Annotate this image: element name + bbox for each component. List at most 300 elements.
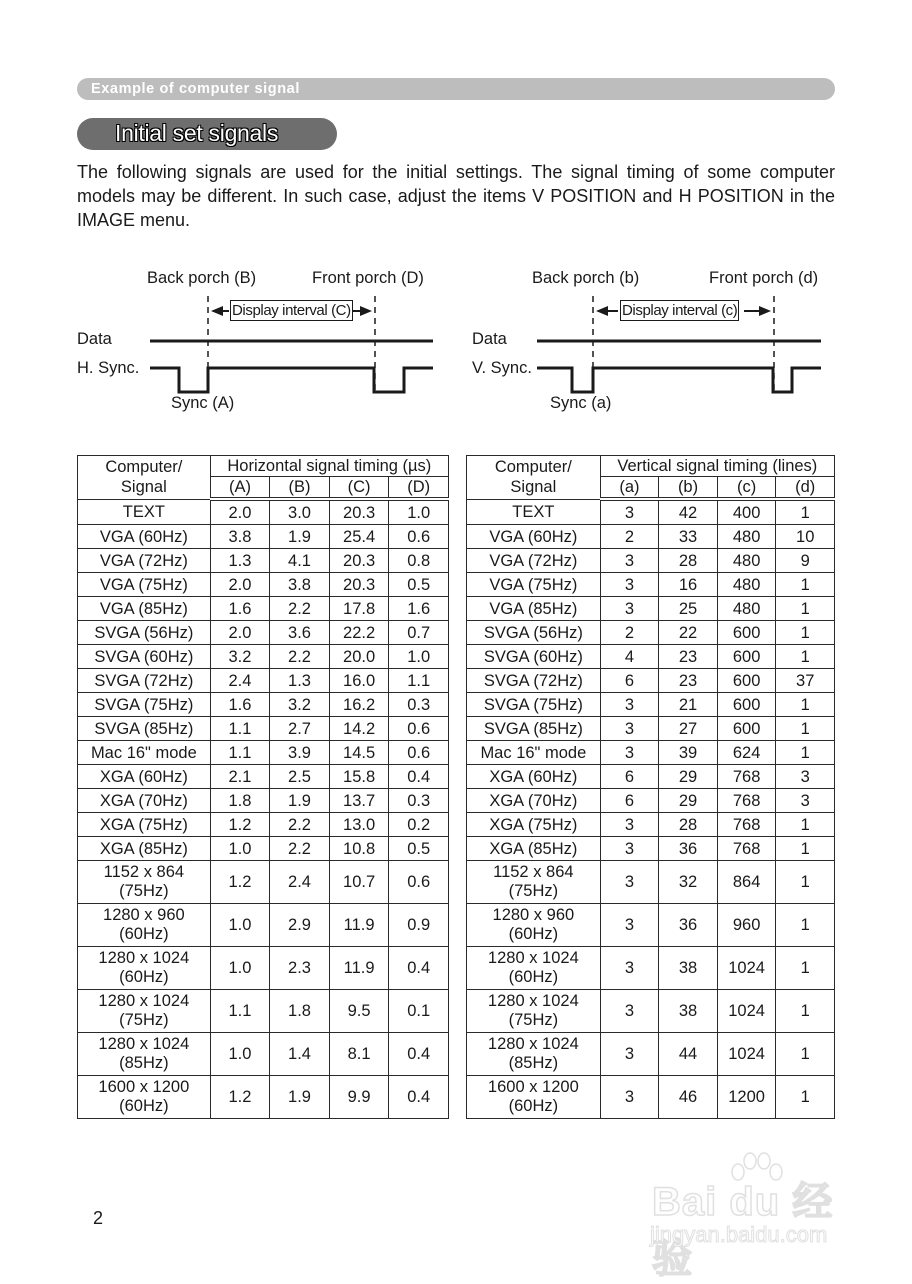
table-row [467,573,835,597]
table-row [467,861,835,904]
signal-name: SVGA (75Hz) [483,695,583,714]
signal-name-cell [78,904,211,947]
timing-value-cell: 6 [600,669,659,693]
vertical-timing-table [466,455,835,1119]
timing-value-cell: 14.5 [329,741,389,765]
h-sync-label: H. Sync. [77,359,140,377]
timing-value-cell: 0.5 [389,573,449,597]
timing-value-cell: 1.6 [210,693,270,717]
timing-value-cell: 2.4 [270,861,330,904]
table-row [467,1076,835,1119]
table-row [467,947,835,990]
timing-value-cell: 25 [659,597,718,621]
table-row [78,669,449,693]
timing-value-cell: 0.8 [389,549,449,573]
table-row [467,499,835,525]
table-row [78,717,449,741]
table-row [467,645,835,669]
signal-name-cell [467,1033,601,1076]
timing-value-cell: 23 [659,669,718,693]
timing-value-cell: 600 [717,621,776,645]
timing-value-cell: 1 [776,573,835,597]
signal-name: XGA (75Hz) [489,815,578,834]
timing-value-cell: 3 [776,789,835,813]
timing-value-cell: 0.6 [389,525,449,549]
timing-value-cell: 3 [600,597,659,621]
signal-rate: (60Hz) [508,968,559,986]
timing-value-cell: 23 [659,645,718,669]
column-header: (A) [210,477,270,500]
signal-name: TEXT [122,502,165,521]
table-row [78,947,449,990]
timing-value-cell: 3 [600,573,659,597]
column-header: (B) [270,477,330,500]
timing-value-cell: 20.3 [329,549,389,573]
signal-name: 1280 x 960 [103,906,185,924]
column-header: (c) [717,477,776,500]
display-interval-label: Display interval (C) [232,302,351,319]
table-row [78,597,449,621]
sync-pulse-label: Sync (A) [171,394,235,412]
timing-value-cell: 1024 [717,990,776,1033]
timing-value-cell: 8.1 [329,1033,389,1076]
timing-value-cell: 1.1 [210,717,270,741]
timing-value-cell: 2.2 [270,813,330,837]
signal-rate: (60Hz) [119,1097,169,1115]
timing-value-cell: 0.6 [389,861,449,904]
timing-value-cell: 1.9 [270,1076,330,1119]
signal-rate: (75Hz) [119,882,169,900]
timing-value-cell: 1200 [717,1076,776,1119]
signal-name-cell [78,861,211,904]
table-row [78,499,449,525]
corner-header [78,456,211,500]
signal-name: VGA (85Hz) [99,599,188,618]
timing-value-cell: 1 [776,904,835,947]
timing-value-cell: 0.6 [389,741,449,765]
timing-value-cell: 3 [600,837,659,861]
signal-name-cell [467,525,601,549]
timing-value-cell: 480 [717,573,776,597]
table-row [467,549,835,573]
signal-name: 1600 x 1200 [487,1078,579,1096]
signal-name: 1280 x 960 [492,906,575,924]
timing-value-cell: 2.0 [210,499,270,525]
back-porch-label: Back porch (B) [147,269,257,287]
table-row [467,765,835,789]
timing-value-cell: 1.3 [270,669,330,693]
timing-value-cell: 3 [600,861,659,904]
column-header: (C) [329,477,389,500]
signal-name-cell [78,669,211,693]
signal-name: SVGA (60Hz) [483,647,583,666]
signal-name: XGA (70Hz) [489,791,578,810]
timing-value-cell: 1.1 [210,741,270,765]
timing-value-cell: 1.2 [210,1076,270,1119]
timing-value-cell: 3 [600,693,659,717]
display-interval-label: Display interval (c) [622,302,738,319]
timing-value-cell: 0.1 [389,990,449,1033]
table-body [467,499,835,1119]
signal-name: 1280 x 1024 [98,1035,190,1053]
signal-name: Mac 16" mode [90,743,197,762]
timing-value-cell: 46 [659,1076,718,1119]
timing-value-cell: 2.5 [270,765,330,789]
timing-value-cell: 3 [600,813,659,837]
timing-value-cell: 1.8 [270,990,330,1033]
signal-name: VGA (60Hz) [99,527,188,546]
corner-header [467,456,601,500]
timing-value-cell: 37 [776,669,835,693]
table-row [467,741,835,765]
horizontal-timing-diagram [77,262,477,422]
signal-name-cell [467,645,601,669]
table-row [78,645,449,669]
corner-header-line1: Computer/ [494,458,572,477]
signal-name-cell [78,765,211,789]
timing-value-cell: 1024 [717,1033,776,1076]
timing-value-cell: 768 [717,765,776,789]
timing-value-cell: 2.9 [270,904,330,947]
signal-name: VGA (72Hz) [99,551,188,570]
v-sync-label: V. Sync. [472,359,532,377]
watermark-brand: Bai du 经验 [652,1180,834,1281]
timing-value-cell: 4.1 [270,549,330,573]
timing-value-cell: 2.1 [210,765,270,789]
timing-value-cell: 2.2 [270,837,330,861]
timing-value-cell: 21 [659,693,718,717]
timing-value-cell: 0.3 [389,693,449,717]
timing-value-cell: 20.3 [329,499,389,525]
timing-value-cell: 16.2 [329,693,389,717]
timing-value-cell: 1.2 [210,813,270,837]
timing-value-cell: 1 [776,861,835,904]
signal-name-cell [467,621,601,645]
signal-rate: (60Hz) [119,925,169,943]
table-row [467,837,835,861]
timing-value-cell: 13.7 [329,789,389,813]
signal-name: 1152 x 864 [103,863,185,881]
table-row [467,904,835,947]
timing-value-cell: 20.3 [329,573,389,597]
signal-name: XGA (85Hz) [99,839,188,858]
timing-value-cell: 3 [600,990,659,1033]
timing-value-cell: 0.9 [389,904,449,947]
timing-value-cell: 10.8 [329,837,389,861]
timing-value-cell: 4 [600,645,659,669]
signal-name-cell [467,741,601,765]
signal-name: VGA (72Hz) [489,551,578,570]
signal-name-cell [467,693,601,717]
timing-value-cell: 39 [659,741,718,765]
timing-value-cell: 768 [717,789,776,813]
timing-value-cell: 36 [659,904,718,947]
timing-value-cell: 768 [717,813,776,837]
signal-name: VGA (75Hz) [99,575,188,594]
front-porch-label: Front porch (d) [709,269,819,287]
timing-value-cell: 3 [600,1033,659,1076]
sync-pulse-label: Sync (a) [550,394,612,412]
timing-value-cell: 22 [659,621,718,645]
timing-value-cell: 3.8 [270,573,330,597]
timing-value-cell: 20.0 [329,645,389,669]
timing-value-cell: 400 [717,499,776,525]
signal-name: XGA (60Hz) [99,767,188,786]
timing-value-cell: 2.2 [270,645,330,669]
table-row [78,990,449,1033]
horizontal-timing-table [77,455,449,1119]
timing-value-cell: 1.1 [210,990,270,1033]
timing-value-cell: 0.7 [389,621,449,645]
timing-value-cell: 1.6 [389,597,449,621]
signal-name: SVGA (56Hz) [94,623,194,642]
table-row [467,597,835,621]
timing-value-cell: 2.4 [210,669,270,693]
signal-name: 1152 x 864 [493,863,574,881]
table-row [78,837,449,861]
signal-name-cell [78,525,211,549]
timing-value-cell: 42 [659,499,718,525]
table-row [467,717,835,741]
timing-value-cell: 1 [776,645,835,669]
page-title-pill [77,118,337,150]
data-signal-label: Data [77,330,112,348]
timing-value-cell: 1 [776,741,835,765]
table-row [78,525,449,549]
table-row [78,693,449,717]
signal-rate: (75Hz) [119,1011,169,1029]
signal-name-cell [467,861,601,904]
signal-name-cell [78,621,211,645]
timing-value-cell: 3.9 [270,741,330,765]
timing-value-cell: 28 [659,813,718,837]
table-row [78,813,449,837]
timing-value-cell: 480 [717,525,776,549]
timing-value-cell: 17.8 [329,597,389,621]
signal-name: VGA (85Hz) [489,599,578,618]
signal-name: 1280 x 1024 [98,992,190,1010]
intro-paragraph: The following signals are used for the initial settings. The signal timing of some computer models may be different. In such case, adjust the items V POSITION and H POSITION in the IMAGE menu. [77,162,835,230]
timing-value-cell: 0.4 [389,765,449,789]
signal-name-cell [467,947,601,990]
timing-value-cell: 480 [717,549,776,573]
timing-value-cell: 3 [600,549,659,573]
timing-value-cell: 6 [600,765,659,789]
timing-value-cell: 480 [717,597,776,621]
timing-value-cell: 9.9 [329,1076,389,1119]
timing-value-cell: 600 [717,717,776,741]
table-row [78,1033,449,1076]
timing-value-cell: 36 [659,837,718,861]
timing-value-cell: 33 [659,525,718,549]
timing-value-cell: 3 [600,717,659,741]
timing-value-cell: 2.0 [210,621,270,645]
group-header: Horizontal signal timing (µs) [210,456,448,477]
signal-rate: (85Hz) [508,1054,559,1072]
table-row [467,621,835,645]
timing-value-cell: 1 [776,947,835,990]
table-row [78,1076,449,1119]
signal-name-cell [467,904,601,947]
table-row [78,861,449,904]
signal-name-cell [78,789,211,813]
timing-value-cell: 0.6 [389,717,449,741]
signal-name: XGA (60Hz) [489,767,578,786]
signal-rate: (75Hz) [508,882,559,900]
signal-name-cell [78,693,211,717]
timing-value-cell: 29 [659,765,718,789]
signal-name-cell [78,549,211,573]
timing-value-cell: 38 [659,947,718,990]
signal-name-cell [467,765,601,789]
signal-name-cell [78,837,211,861]
timing-value-cell: 9 [776,549,835,573]
timing-value-cell: 3.8 [210,525,270,549]
timing-value-cell: 28 [659,549,718,573]
column-header: (a) [600,477,659,500]
timing-value-cell: 3.2 [270,693,330,717]
signal-name: SVGA (85Hz) [483,719,583,738]
timing-value-cell: 27 [659,717,718,741]
timing-value-cell: 2.0 [210,573,270,597]
timing-value-cell: 0.4 [389,1076,449,1119]
table-row [467,525,835,549]
signal-name-cell [78,499,211,525]
table-row [467,813,835,837]
column-header: (d) [776,477,835,500]
signal-name: Mac 16" mode [480,743,587,762]
timing-value-cell: 0.2 [389,813,449,837]
timing-value-cell: 1 [776,597,835,621]
timing-value-cell: 1.2 [210,861,270,904]
signal-name: SVGA (75Hz) [94,695,194,714]
front-porch-label: Front porch (D) [312,269,424,287]
timing-value-cell: 3 [600,947,659,990]
timing-value-cell: 1.1 [389,669,449,693]
signal-name-cell [78,597,211,621]
timing-value-cell: 15.8 [329,765,389,789]
table-row [78,765,449,789]
baidu-watermark [648,1150,848,1281]
timing-value-cell: 16 [659,573,718,597]
timing-value-cell: 38 [659,990,718,1033]
vertical-timing-diagram [472,262,872,422]
corner-header-line1: Computer/ [105,458,183,477]
signal-name-cell [467,597,601,621]
table-row [78,573,449,597]
signal-name: VGA (60Hz) [489,527,578,546]
timing-value-cell: 3.2 [210,645,270,669]
timing-value-cell: 1 [776,837,835,861]
group-header: Vertical signal timing (lines) [600,456,834,477]
table-row [78,549,449,573]
signal-name: XGA (75Hz) [99,815,188,834]
timing-value-cell: 3.0 [270,499,330,525]
timing-value-cell: 960 [717,904,776,947]
timing-value-cell: 2.7 [270,717,330,741]
table-row [467,693,835,717]
timing-value-cell: 16.0 [329,669,389,693]
timing-value-cell: 1.0 [389,645,449,669]
timing-value-cell: 1.0 [389,499,449,525]
signal-name: 1280 x 1024 [487,949,579,967]
timing-value-cell: 2 [600,621,659,645]
timing-value-cell: 1.9 [270,525,330,549]
timing-value-cell: 3 [600,499,659,525]
signal-name: XGA (70Hz) [99,791,188,810]
timing-value-cell: 3.6 [270,621,330,645]
timing-value-cell: 1 [776,499,835,525]
timing-value-cell: 11.9 [329,904,389,947]
signal-name-cell [78,813,211,837]
timing-value-cell: 3 [600,1076,659,1119]
timing-value-cell: 768 [717,837,776,861]
signal-name: SVGA (72Hz) [94,671,194,690]
column-header: (b) [659,477,718,500]
corner-header-line2: Signal [510,478,557,497]
timing-value-cell: 1.0 [210,837,270,861]
signal-name-cell [78,717,211,741]
signal-name: XGA (85Hz) [489,839,578,858]
timing-value-cell: 600 [717,645,776,669]
timing-value-cell: 1 [776,621,835,645]
timing-value-cell: 600 [717,693,776,717]
signal-name: 1280 x 1024 [487,1035,579,1053]
signal-name: SVGA (60Hz) [94,647,194,666]
timing-value-cell: 1.9 [270,789,330,813]
timing-value-cell: 11.9 [329,947,389,990]
signal-name-cell [467,549,601,573]
signal-name: VGA (75Hz) [489,575,578,594]
signal-name-cell [78,741,211,765]
timing-value-cell: 0.5 [389,837,449,861]
timing-value-cell: 1 [776,1033,835,1076]
timing-value-cell: 0.3 [389,789,449,813]
data-signal-label: Data [472,330,507,348]
timing-value-cell: 1.3 [210,549,270,573]
table-row [78,621,449,645]
signal-rate: (60Hz) [508,1097,559,1115]
section-header-text: Example of computer signal [91,81,300,97]
signal-name-cell [467,837,601,861]
timing-value-cell: 2 [600,525,659,549]
timing-value-cell: 1.0 [210,1033,270,1076]
signal-name: 1280 x 1024 [98,949,190,967]
timing-value-cell: 1.8 [210,789,270,813]
signal-name-cell [467,990,601,1033]
signal-name: SVGA (85Hz) [94,719,194,738]
timing-value-cell: 22.2 [329,621,389,645]
table-row [78,904,449,947]
timing-value-cell: 6 [600,789,659,813]
timing-value-cell: 624 [717,741,776,765]
corner-header-line2: Signal [120,478,167,497]
table-row [467,669,835,693]
signal-name: SVGA (72Hz) [483,671,583,690]
signal-name-cell [78,645,211,669]
signal-rate: (60Hz) [119,968,169,986]
timing-value-cell: 13.0 [329,813,389,837]
page-title: Initial set signals [115,120,279,146]
table-row [467,1033,835,1076]
timing-value-cell: 1 [776,717,835,741]
signal-name: 1600 x 1200 [98,1078,190,1096]
timing-value-cell: 3 [776,765,835,789]
section-header-bar [77,78,835,100]
timing-value-cell: 44 [659,1033,718,1076]
timing-value-cell: 1 [776,990,835,1033]
signal-name-cell [78,1076,211,1119]
